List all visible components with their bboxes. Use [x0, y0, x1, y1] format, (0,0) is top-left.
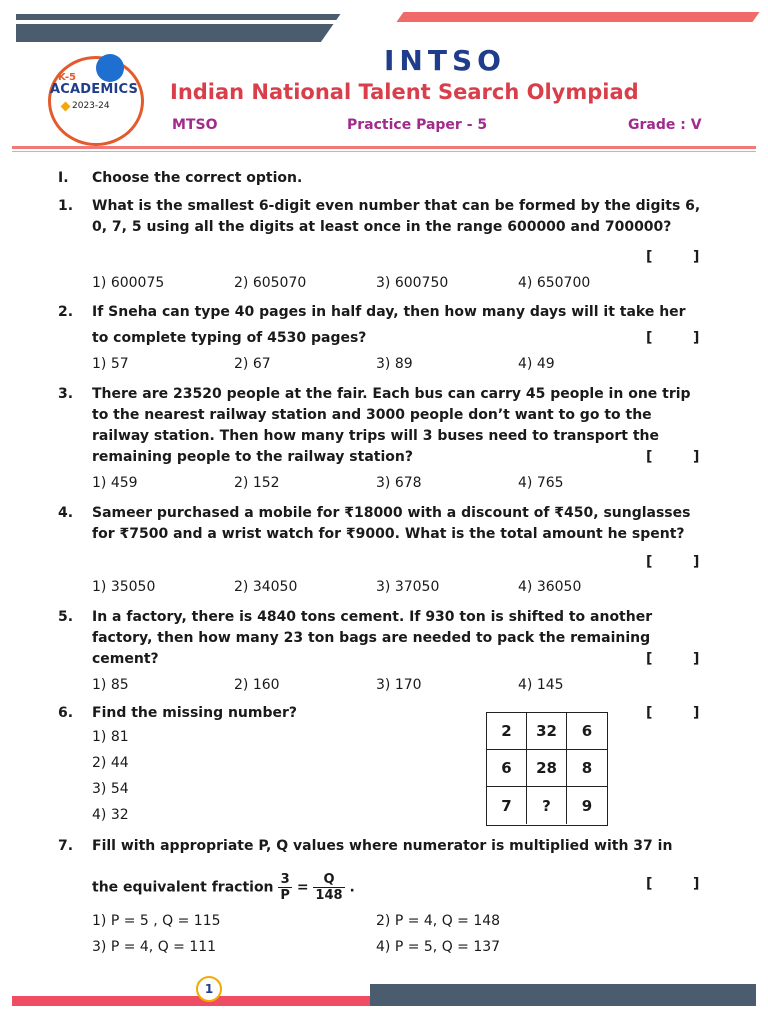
grid-cell: 9 [581, 796, 593, 815]
grid-cell: ? [527, 787, 567, 824]
header-divider-thin [12, 151, 756, 152]
answer-bracket-open: [ [646, 651, 653, 667]
logo-year-text: 2023-24 [72, 101, 110, 111]
option: 4) 36050 [518, 579, 582, 595]
equals-sign: = [296, 879, 309, 896]
fraction-left [278, 872, 292, 903]
grid-cell: 2 [487, 713, 527, 750]
page-number: 1 [196, 976, 222, 1002]
grid-cell: 32 [527, 713, 567, 750]
answer-bracket-close: ] [693, 705, 700, 721]
header-band-stripe [16, 20, 346, 24]
question-number: 5. [58, 609, 74, 625]
period: . [349, 879, 355, 896]
question-number: 7. [58, 838, 74, 854]
grid-cell: 6 [487, 750, 527, 787]
option: 2) P = 4, Q = 148 [376, 913, 501, 929]
question-text-line: In a factory, there is 4840 tons cement. If 930 ton is shifted to another [92, 609, 653, 625]
logo-figure-icon [96, 54, 124, 82]
grid-cell: 28 [527, 750, 567, 787]
answer-bracket-close: ] [693, 330, 700, 346]
option: 1) 81 [92, 729, 129, 745]
option: 2) 67 [234, 356, 271, 372]
answer-bracket-close: ] [693, 651, 700, 667]
number-grid [486, 712, 608, 826]
option: 2) 44 [92, 755, 129, 771]
fraction-denominator: 148 [315, 888, 343, 903]
option: 3) 170 [376, 677, 422, 693]
option: 3) 678 [376, 475, 422, 491]
option: 3) 89 [376, 356, 413, 372]
option: 1) P = 5 , Q = 115 [92, 913, 221, 929]
footer-band-dark [370, 984, 756, 1006]
question-number: 3. [58, 386, 74, 402]
fraction-line [92, 872, 612, 903]
option: 1) 85 [92, 677, 129, 693]
answer-bracket-open: [ [646, 876, 653, 892]
brand-title: INTSO [384, 44, 506, 77]
option: 2) 34050 [234, 579, 298, 595]
fraction-right [313, 872, 344, 903]
option: 4) 650700 [518, 275, 591, 291]
answer-bracket-close: ] [693, 449, 700, 465]
grid-cell: 8 [567, 750, 607, 787]
question-text-line: What is the smallest 6-digit even number that can be formed by the digits 6, [92, 198, 701, 214]
header-divider [12, 146, 756, 149]
logo-k5-text: K-5 [58, 72, 76, 83]
question-text-line: Find the missing number? [92, 705, 298, 721]
option: 4) 49 [518, 356, 555, 372]
question-text-line: to the nearest railway station and 3000 people don’t want to go to the [92, 407, 652, 423]
option: 3) 37050 [376, 579, 440, 595]
option: 4) 32 [92, 807, 129, 823]
question-text-line: If Sneha can type 40 pages in half day, then how many days will it take her [92, 304, 686, 320]
question-text-line: Sameer purchased a mobile for ₹18000 with a discount of ₹450, sunglasses [92, 505, 691, 521]
option: 1) 57 [92, 356, 129, 372]
question-number: 6. [58, 705, 74, 721]
option: 1) 459 [92, 475, 138, 491]
grade-label: Grade : V [628, 117, 702, 133]
question-text-line: 0, 7, 5 using all the digits at least once in the range 600000 and 700000? [92, 219, 672, 235]
section-title: Choose the correct option. [92, 170, 303, 186]
option: 1) 600075 [92, 275, 165, 291]
question-number: 1. [58, 198, 74, 214]
answer-bracket-open: [ [646, 705, 653, 721]
question-text-line: for ₹7500 and a wrist watch for ₹9000. What is the total amount he spent? [92, 526, 685, 542]
question-text-line: factory, then how many 23 ton bags are needed to pack the remaining [92, 630, 651, 646]
logo-academics-text: ACADEMICS [50, 82, 139, 97]
question-text-line: railway station. Then how many trips will 3 buses need to transport the [92, 428, 659, 444]
grid-cell: 7 [487, 787, 527, 824]
option: 2) 152 [234, 475, 280, 491]
option: 4) 765 [518, 475, 564, 491]
subject-label: MTSO [172, 117, 218, 133]
option: 3) P = 4, Q = 111 [92, 939, 217, 955]
question-text-line: remaining people to the railway station? [92, 449, 413, 465]
fraction-denominator: P [280, 888, 290, 903]
option: 3) 54 [92, 781, 129, 797]
answer-bracket-open: [ [646, 449, 653, 465]
option: 2) 605070 [234, 275, 307, 291]
header-band-red [396, 12, 759, 22]
question-text-line: There are 23520 people at the fair. Each bus can carry 45 people in one trip [92, 386, 691, 402]
question-number: 4. [58, 505, 74, 521]
organization-title: Indian National Talent Search Olympiad [170, 80, 639, 104]
answer-bracket-close: ] [693, 249, 700, 265]
question-text-line: cement? [92, 651, 159, 667]
question-number: 2. [58, 304, 74, 320]
option: 1) 35050 [92, 579, 156, 595]
fraction-numerator: 3 [278, 872, 292, 888]
option: 4) P = 5, Q = 137 [376, 939, 501, 955]
answer-bracket-open: [ [646, 554, 653, 570]
paper-label: Practice Paper - 5 [347, 117, 488, 133]
option: 2) 160 [234, 677, 280, 693]
question-text-line: the equivalent fraction [92, 879, 274, 896]
fraction-numerator: Q [313, 872, 344, 888]
grid-cell: 6 [567, 713, 607, 750]
question-text-line: Fill with appropriate P, Q values where numerator is multiplied with 37 in [92, 838, 673, 854]
section-numeral: I. [58, 170, 69, 186]
question-text-line: to complete typing of 4530 pages? [92, 330, 367, 346]
option: 3) 600750 [376, 275, 449, 291]
answer-bracket-close: ] [693, 554, 700, 570]
answer-bracket-close: ] [693, 876, 700, 892]
answer-bracket-open: [ [646, 249, 653, 265]
option: 4) 145 [518, 677, 564, 693]
header-band-dark [16, 14, 356, 42]
answer-bracket-open: [ [646, 330, 653, 346]
